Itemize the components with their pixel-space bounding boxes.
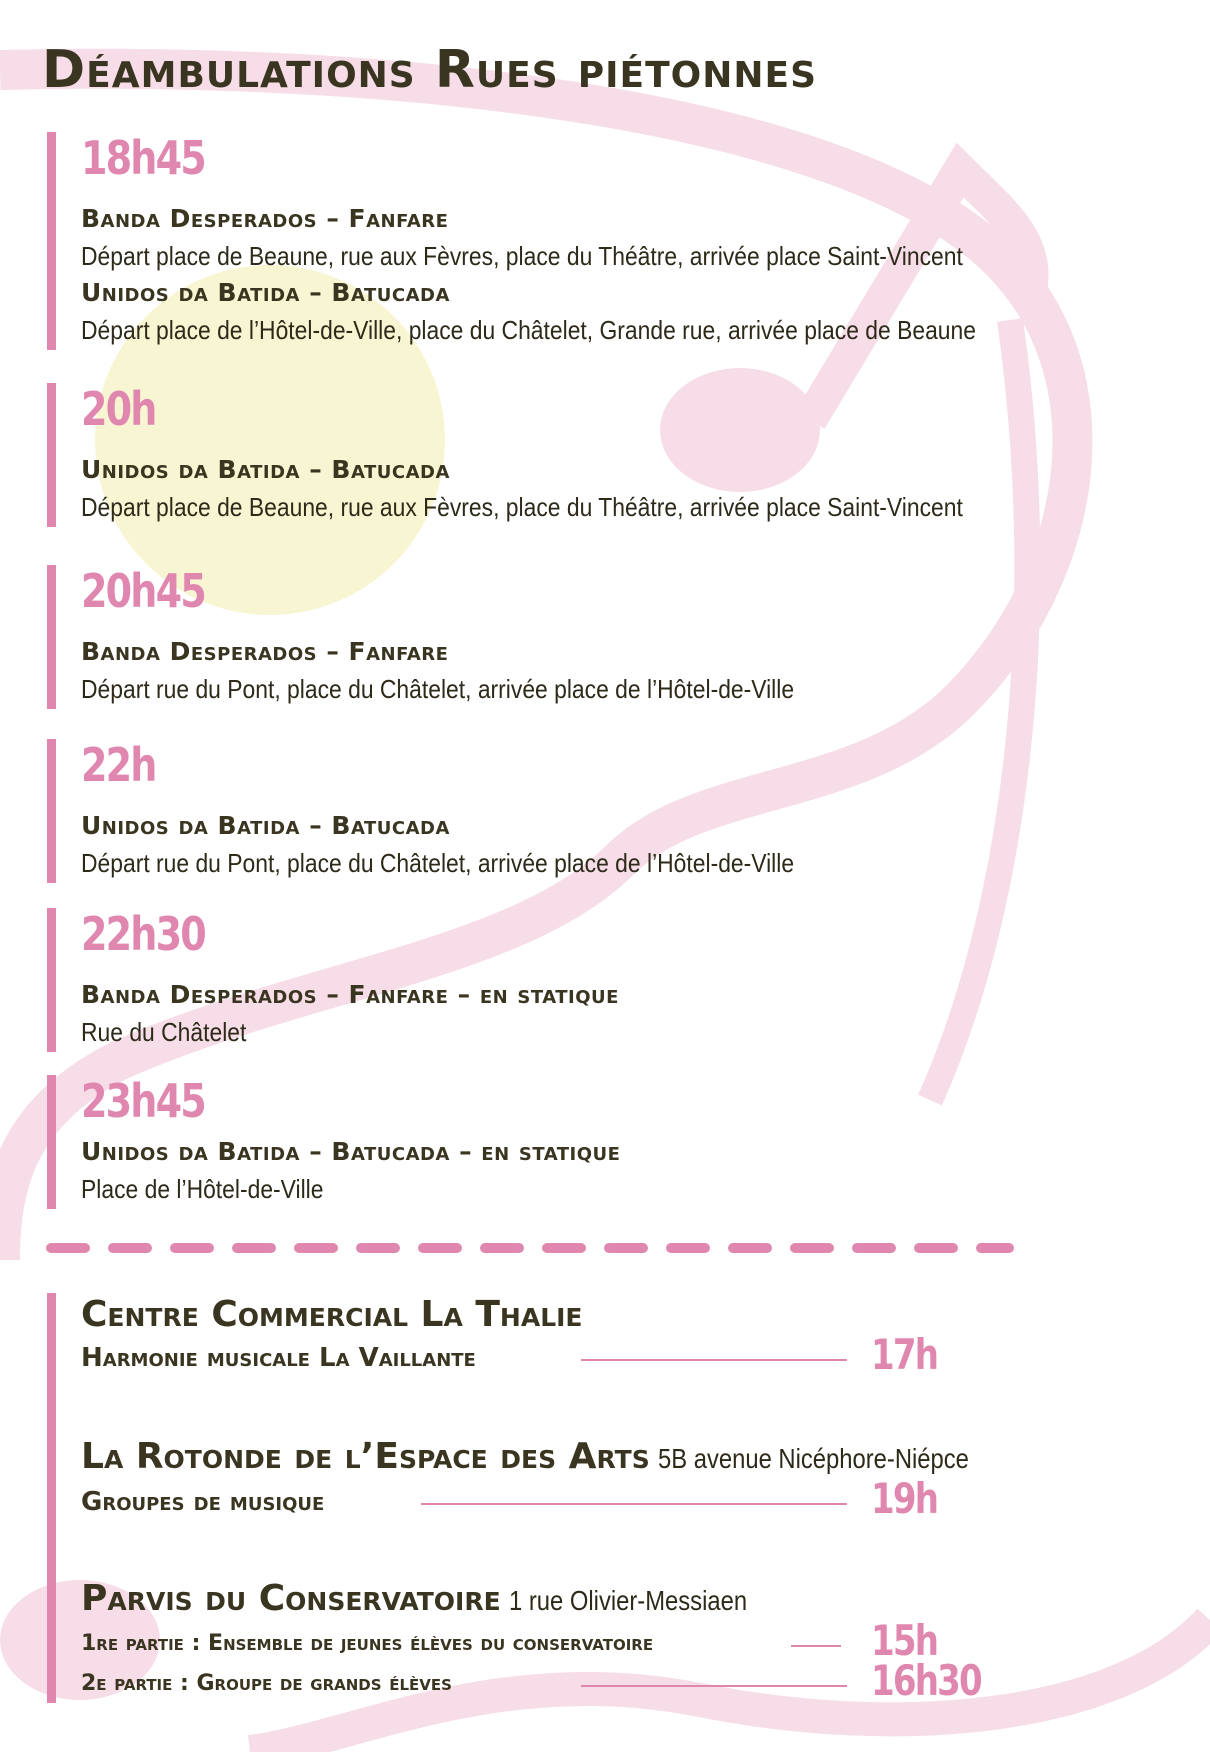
performer-name: Unidos da Batida – Batucada (81, 811, 450, 840)
route-text: Rue du Châtelet (81, 1017, 247, 1047)
dashed-divider (45, 1238, 1015, 1258)
venue-performer: Groupes de musique (81, 1487, 325, 1517)
performer-name: Unidos da Batida – Batucada (81, 455, 450, 484)
schedule-block-22h (47, 739, 891, 883)
leader-line (581, 1359, 847, 1361)
venue-performer: Harmonie musicale La Vaillante (81, 1343, 476, 1373)
performer-name: Unidos da Batida – Batucada (81, 278, 450, 307)
time-label: 20h (81, 382, 156, 436)
time-label: 22h30 (81, 907, 205, 961)
schedule-block-20h (47, 383, 1083, 527)
venue-row (81, 1330, 1081, 1379)
schedule-block-2230 (47, 908, 619, 1052)
time-label: 20h45 (81, 564, 205, 618)
time-label: 23h45 (81, 1074, 205, 1128)
performer-name: Unidos da Batida – Batucada – en statique (81, 1137, 621, 1166)
route-text: Départ rue du Pont, place du Châtelet, arrivée place de l’Hôtel-de-Ville (81, 848, 795, 878)
venue-name: Parvis du Conservatoire (81, 1578, 501, 1619)
venue-performer: 2e partie : Groupe de grands élèves (81, 1671, 452, 1696)
schedule-block-2045 (47, 565, 891, 709)
route-text: Place de l’Hôtel-de-Ville (81, 1174, 324, 1204)
performer-name: Banda Desperados – Fanfare (81, 637, 449, 666)
route-text: Départ place de Beaune, rue aux Fèvres, place du Théâtre, arrivée place Saint-Vincent (81, 492, 963, 522)
venue-conservatoire (81, 1577, 1081, 1703)
venue-name: Centre Commercial La Thalie (81, 1294, 583, 1335)
route-text: Départ rue du Pont, place du Châtelet, arrivée place de l’Hôtel-de-Ville (81, 674, 795, 704)
venue-time: 19h (871, 1474, 938, 1523)
leader-line (581, 1685, 847, 1687)
venues-section (47, 1293, 1081, 1703)
venue-time: 16h30 (871, 1656, 981, 1705)
venue-name: La Rotonde de l’Espace des Arts (81, 1436, 650, 1477)
venue-row (81, 1474, 1081, 1523)
performer-name: Banda Desperados – Fanfare (81, 204, 449, 233)
leader-line (791, 1645, 841, 1647)
route-text: Départ place de l’Hôtel-de-Ville, place du Châtelet, Grande rue, arrivée place de Beaune (81, 315, 976, 345)
venue-address: 5B avenue Nicéphore-Niépce (657, 1443, 969, 1474)
venue-performer: 1re partie : Ensemble de jeunes élèves du conservatoire (81, 1631, 654, 1656)
venue-rotonde (81, 1435, 1081, 1523)
venue-time: 15h (871, 1616, 938, 1665)
venue-la-thalie (81, 1293, 1081, 1379)
venue-row (81, 1656, 1081, 1705)
leader-line (421, 1503, 847, 1505)
venue-time: 17h (871, 1330, 938, 1379)
performer-name: Banda Desperados – Fanfare – en statique (81, 980, 619, 1009)
schedule-block-2345 (47, 1075, 620, 1209)
schedule-block-1845 (47, 132, 1098, 350)
route-text: Départ place de Beaune, rue aux Fèvres, place du Théâtre, arrivée place Saint-Vincent (81, 241, 963, 271)
time-label: 18h45 (81, 131, 205, 185)
page-title: Déambulations Rues piétonnes (42, 40, 818, 100)
venue-address: 1 rue Olivier-Messiaen (508, 1585, 747, 1616)
time-label: 22h (81, 738, 156, 792)
